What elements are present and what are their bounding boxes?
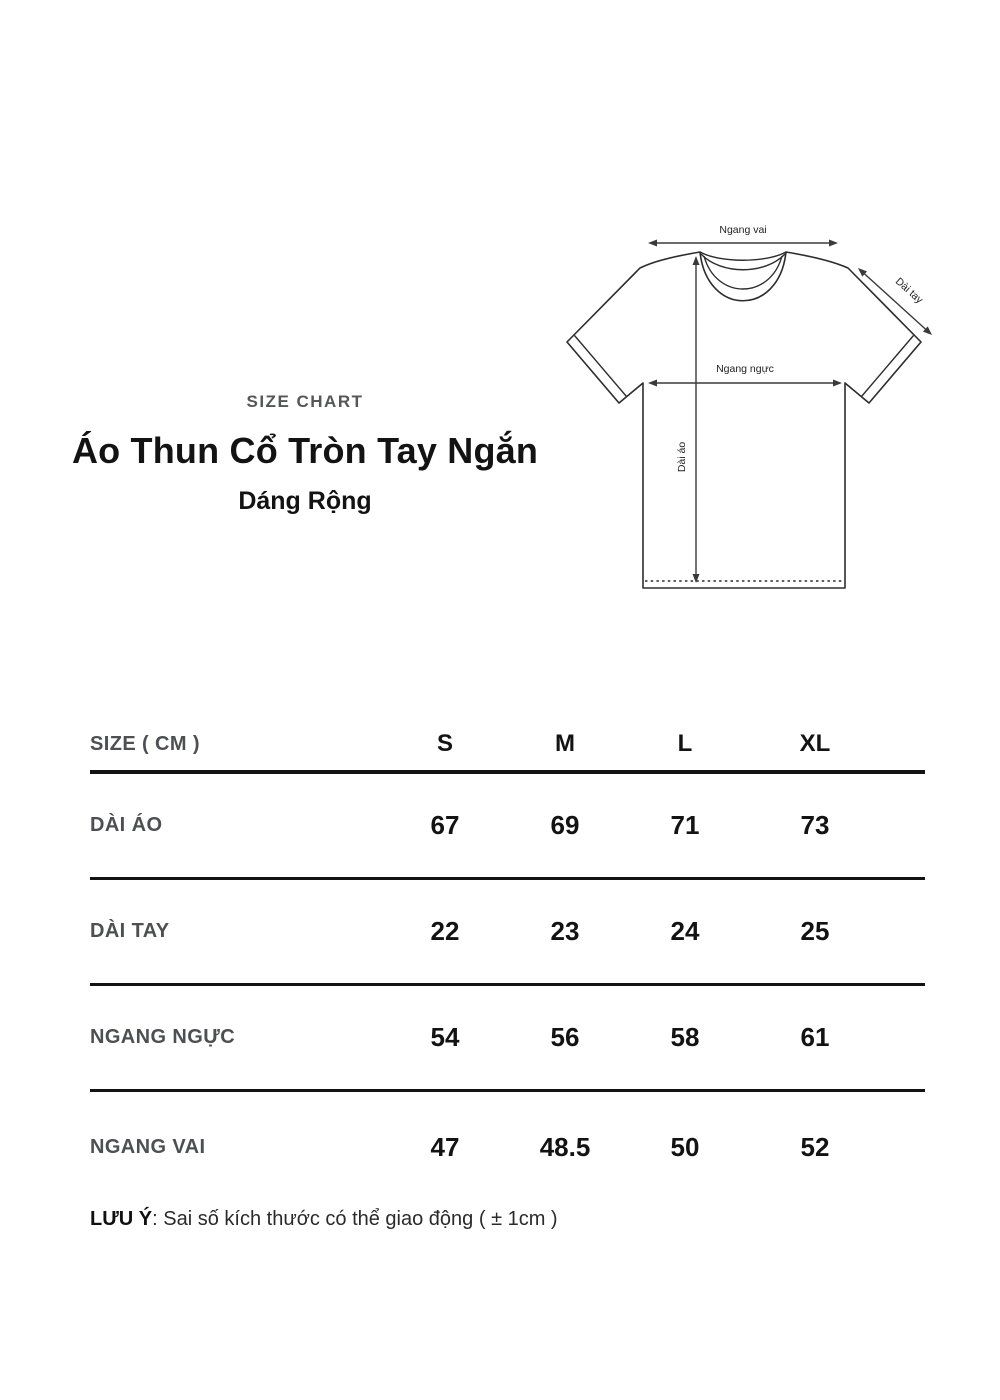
heading-block	[30, 392, 580, 516]
tolerance-note	[90, 1208, 558, 1231]
cell-value: 47	[430, 1131, 460, 1162]
tshirt-measurement-diagram	[555, 195, 955, 615]
body-length-label: Dài áo	[676, 441, 688, 473]
tolerance-note-text: : Sai số kích thước có thể giao động ( ± 1cm )	[152, 1208, 558, 1230]
cell-value: 56	[550, 1022, 580, 1052]
cell-value: 23	[550, 916, 580, 946]
size-column-m: M	[555, 730, 575, 757]
cell-value: 58	[670, 1022, 700, 1052]
chest-width-label: Ngang ngực	[716, 363, 774, 375]
cell-value: 61	[800, 1022, 830, 1052]
size-column-l: L	[677, 730, 693, 757]
table-row-dai-tay	[90, 880, 925, 986]
size-column-s: S	[436, 730, 453, 757]
cell-value: 25	[800, 916, 830, 946]
collar-back-line-1	[700, 252, 786, 260]
row-label: NGANG NGỰC	[90, 1026, 236, 1048]
shoulder-width-label: Ngang vai	[719, 224, 767, 236]
cell-value: 48.5	[539, 1131, 591, 1162]
row-label: NGANG VAI	[90, 1135, 206, 1158]
cell-value: 69	[550, 810, 580, 840]
cell-value: 67	[430, 810, 460, 840]
shoulder-width-arrow	[648, 224, 838, 247]
tshirt-outline	[567, 252, 921, 588]
cell-value: 54	[430, 1022, 460, 1052]
cell-value: 52	[800, 1131, 830, 1162]
row-label: DÀI ÁO	[90, 814, 163, 836]
product-title: Áo Thun Cổ Tròn Tay Ngắn	[71, 430, 539, 471]
product-fit-subtitle: Dáng Rộng	[238, 487, 372, 515]
collar-back-line-2	[701, 254, 785, 270]
cell-value: 50	[670, 1131, 700, 1162]
tolerance-note-label: LƯU Ý	[90, 1208, 153, 1230]
cell-value: 24	[670, 916, 700, 946]
table-row-ngang-vai	[90, 1092, 925, 1202]
size-table	[90, 718, 925, 1202]
cell-value: 71	[670, 810, 700, 840]
row-label: DÀI TAY	[90, 920, 170, 942]
size-column-xl: XL	[799, 730, 831, 757]
table-row-ngang-nguc	[90, 986, 925, 1092]
table-header-row	[90, 718, 925, 774]
table-header-label: SIZE ( CM )	[90, 732, 200, 755]
eyebrow-size-chart: SIZE CHART	[246, 392, 364, 411]
cell-value: 22	[430, 916, 460, 946]
sleeve-length-label: Dài tay	[892, 275, 926, 307]
cell-value: 73	[800, 810, 830, 840]
table-row-dai-ao	[90, 774, 925, 880]
collar-inner-curve	[704, 256, 782, 289]
